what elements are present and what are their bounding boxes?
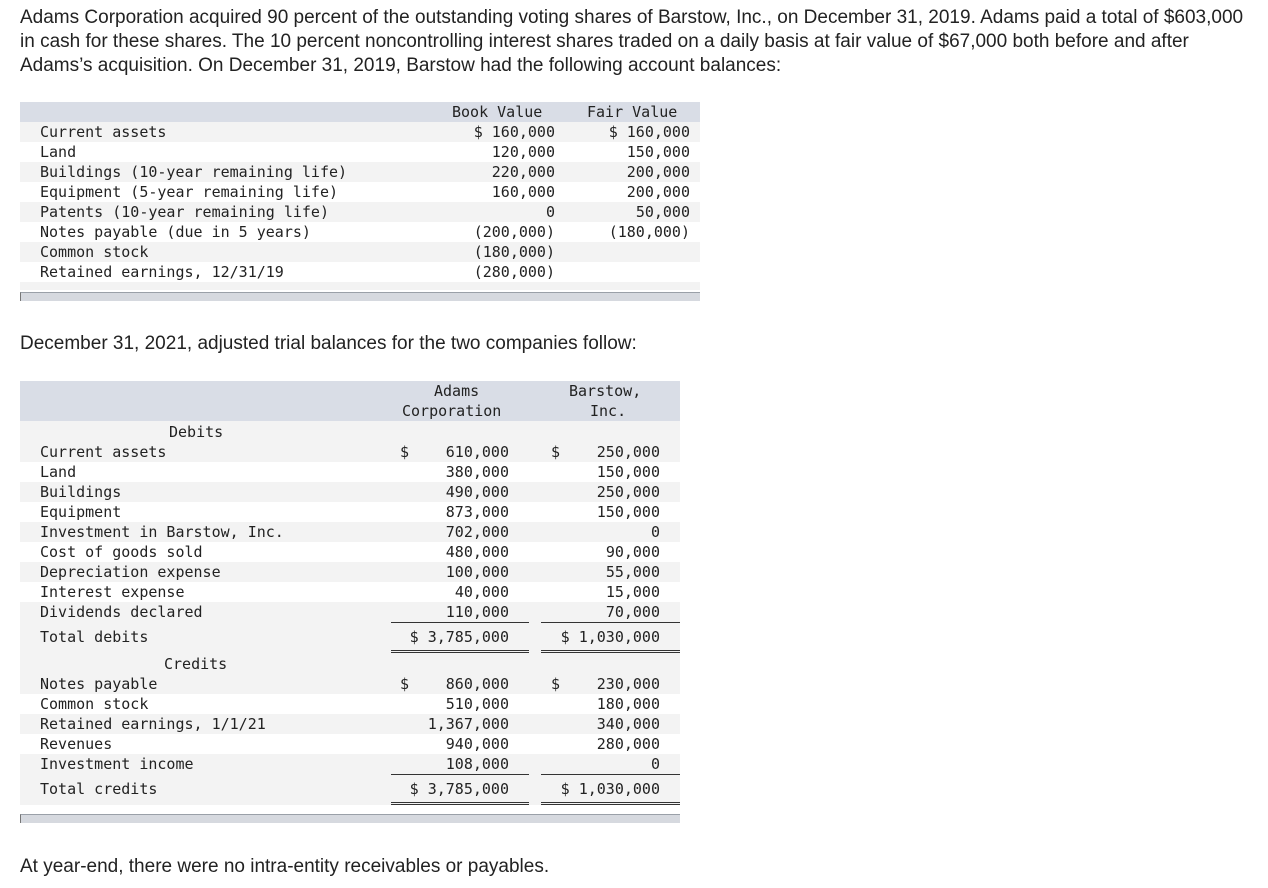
barstow-total-double-rule xyxy=(541,802,680,805)
barstow-total-rule xyxy=(541,622,680,623)
barstow-amount: 180,000 xyxy=(596,695,660,713)
adams-total: $ 3,785,000 xyxy=(409,628,509,646)
barstow-amount: 55,000 xyxy=(605,563,660,581)
trial-balance-table xyxy=(20,381,680,805)
adams-amount: 1,367,000 xyxy=(427,715,509,733)
table-row xyxy=(20,522,680,542)
barstow-amount: 70,000 xyxy=(605,603,660,621)
table-row xyxy=(20,674,680,694)
credits-heading: Credits xyxy=(164,655,228,673)
table-row xyxy=(20,754,680,774)
row-label: Common stock xyxy=(40,695,149,713)
fair-value: 200,000 xyxy=(626,183,690,201)
table-row xyxy=(20,734,680,754)
book-value: (200,000) xyxy=(473,223,555,241)
book-value: 120,000 xyxy=(491,143,555,161)
book-value: 160,000 xyxy=(491,183,555,201)
row-label: Notes payable (due in 5 years) xyxy=(40,223,311,241)
adams-total-rule xyxy=(391,774,529,775)
row-label: Current assets xyxy=(40,123,167,141)
table-footer-bar xyxy=(20,292,700,301)
row-label: Equipment (5-year remaining life) xyxy=(40,183,339,201)
total-row xyxy=(20,625,680,649)
table-row xyxy=(20,462,680,482)
table-row xyxy=(20,482,680,502)
row-label: Investment in Barstow, Inc. xyxy=(40,523,284,541)
row-label: Cost of goods sold xyxy=(40,543,203,561)
adams-header-line2: Corporation xyxy=(402,402,502,420)
row-label: Interest expense xyxy=(40,583,185,601)
account-balances-table xyxy=(20,102,700,290)
adams-amount: 380,000 xyxy=(445,463,509,481)
barstow-amount: 250,000 xyxy=(596,443,660,461)
barstow-amount: 230,000 xyxy=(596,675,660,693)
barstow-amount: 340,000 xyxy=(596,715,660,733)
barstow-dollar-sign: $ xyxy=(551,675,561,693)
adams-dollar-sign: $ xyxy=(400,675,410,693)
adams-total: $ 3,785,000 xyxy=(409,780,509,798)
fair-value: 150,000 xyxy=(626,143,690,161)
row-label: Land xyxy=(40,143,77,161)
adams-amount: 110,000 xyxy=(445,603,509,621)
fair-value-header: Fair Value xyxy=(587,103,678,121)
adams-amount: 940,000 xyxy=(445,735,509,753)
row-label: Notes payable xyxy=(40,675,158,693)
row-label: Depreciation expense xyxy=(40,563,221,581)
row-label: Revenues xyxy=(40,735,113,753)
barstow-total-double-rule xyxy=(541,650,680,653)
barstow-header-line2: Inc. xyxy=(590,402,627,420)
barstow-total-rule xyxy=(541,774,680,775)
trial-balance-intro: December 31, 2021, adjusted trial balances for the two companies follow: xyxy=(20,333,637,354)
barstow-total: $ 1,030,000 xyxy=(560,780,660,798)
row-label: Land xyxy=(40,463,77,481)
total-label: Total debits xyxy=(40,628,149,646)
barstow-amount: 0 xyxy=(650,523,660,541)
row-label: Patents (10-year remaining life) xyxy=(40,203,329,221)
table-footer-bar xyxy=(20,814,680,823)
barstow-amount: 150,000 xyxy=(596,463,660,481)
row-label: Retained earnings, 12/31/19 xyxy=(40,263,284,281)
book-value: $ 160,000 xyxy=(473,123,555,141)
row-label: Retained earnings, 1/1/21 xyxy=(40,715,266,733)
book-value: (280,000) xyxy=(473,263,555,281)
table-row xyxy=(20,502,680,522)
table-row xyxy=(20,602,680,622)
row-label: Buildings (10-year remaining life) xyxy=(40,163,348,181)
barstow-amount: 250,000 xyxy=(596,483,660,501)
adams-amount: 873,000 xyxy=(445,503,509,521)
barstow-amount: 15,000 xyxy=(605,583,660,601)
problem-intro: Adams Corporation acquired 90 percent of the outstanding voting shares of Barstow, Inc., on December 31, 2019. Adams paid a total of $603,000 in cash for these shares. The 10 percent noncontrolling interest shares traded on a daily basis at fair value of $67,000 both before and after Adams’s acquisition. On December 31, 2019, Barstow had the following account balances: xyxy=(20,7,1244,76)
row-label: Current assets xyxy=(40,443,167,461)
barstow-amount: 0 xyxy=(650,755,660,773)
adams-dollar-sign: $ xyxy=(400,443,410,461)
total-label: Total credits xyxy=(40,780,158,798)
barstow-amount: 280,000 xyxy=(596,735,660,753)
book-value: (180,000) xyxy=(473,243,555,261)
table-row xyxy=(20,442,680,462)
fair-value: (180,000) xyxy=(608,223,690,241)
adams-amount: 510,000 xyxy=(445,695,509,713)
adams-amount: 860,000 xyxy=(445,675,509,693)
adams-amount: 480,000 xyxy=(445,543,509,561)
adams-amount: 610,000 xyxy=(445,443,509,461)
book-value: 220,000 xyxy=(491,163,555,181)
barstow-dollar-sign: $ xyxy=(551,443,561,461)
adams-total-double-rule xyxy=(391,650,529,653)
adams-amount: 40,000 xyxy=(454,583,509,601)
fair-value: 200,000 xyxy=(626,163,690,181)
row-label: Equipment xyxy=(40,503,122,521)
table-row xyxy=(20,582,680,602)
table-row xyxy=(20,242,700,262)
table-row xyxy=(20,202,700,222)
barstow-header-line1: Barstow, xyxy=(569,382,642,400)
adams-total-rule xyxy=(391,622,529,623)
row-label: Common stock xyxy=(40,243,149,261)
barstow-amount: 90,000 xyxy=(605,543,660,561)
table-row xyxy=(20,262,700,282)
fair-value: $ 160,000 xyxy=(608,123,690,141)
row-label: Dividends declared xyxy=(40,603,203,621)
book-value: 0 xyxy=(545,203,555,221)
debits-heading: Debits xyxy=(169,423,224,441)
table-row xyxy=(20,162,700,182)
table-row xyxy=(20,222,700,242)
adams-total-double-rule xyxy=(391,802,529,805)
adams-amount: 100,000 xyxy=(445,563,509,581)
adams-amount: 702,000 xyxy=(445,523,509,541)
closing-note: At year-end, there were no intra-entity receivables or payables. xyxy=(20,856,550,877)
fair-value: 50,000 xyxy=(635,203,690,221)
row-label: Investment income xyxy=(40,755,194,773)
adams-header-line1: Adams xyxy=(434,382,480,400)
table-row xyxy=(20,542,680,562)
book-value-header: Book Value xyxy=(452,103,543,121)
table-row xyxy=(20,562,680,582)
total-row xyxy=(20,777,680,801)
barstow-total: $ 1,030,000 xyxy=(560,628,660,646)
table-row xyxy=(20,122,700,142)
barstow-amount: 150,000 xyxy=(596,503,660,521)
adams-amount: 490,000 xyxy=(445,483,509,501)
adams-amount: 108,000 xyxy=(445,755,509,773)
table-row xyxy=(20,694,680,714)
row-label: Buildings xyxy=(40,483,122,501)
table-row xyxy=(20,714,680,734)
table-row xyxy=(20,182,700,202)
table-row xyxy=(20,142,700,162)
